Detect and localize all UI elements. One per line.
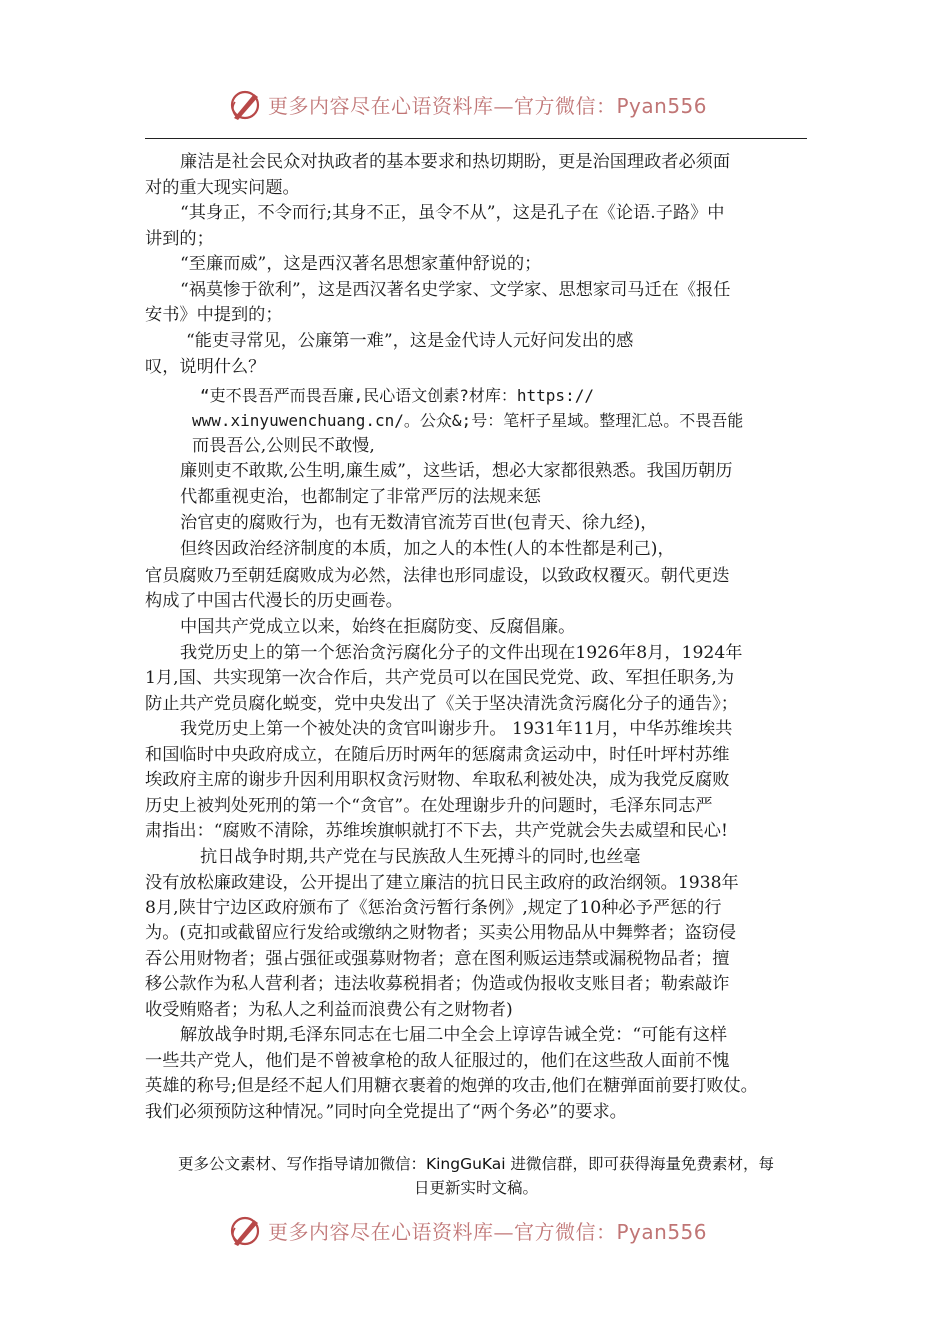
banner-account: Pyan556: [616, 1220, 708, 1244]
text-line: 历史上被判处死刑的第一个“贪官”。在处理谢步升的问题时，毛泽东同志严: [145, 796, 713, 816]
text-line: “吏不畏吾严而畏吾廉,民心语文创素?材库：https://: [200, 386, 594, 405]
footer-promo-line1: 更多公文素材、写作指导请加微信：KingGuKai 进微信群，即可获得海量免费素材，每: [177, 1155, 775, 1173]
text-line: 构成了中国古代漫长的历史画卷。: [145, 591, 403, 611]
footer-promo-line2: 日更新实时文稿。: [413, 1179, 538, 1197]
text-line: 但终因政治经济制度的本质，加之人的本性(人的本性都是利己)，: [180, 539, 675, 559]
banner-account: Pyan556: [616, 94, 708, 118]
text-line: 我党历史上的第一个惩治贪污腐化分子的文件出现在1926年8月，1924年: [180, 643, 743, 663]
text-line: 移公款作为私人营利者；违法收募税捐者；伪造或伪报收支账目者；勒索敲诈: [145, 974, 730, 994]
text-line: 而畏吾公,公则民不敢慢,: [192, 436, 375, 456]
text-line: 埃政府主席的谢步升因利用职权贪污财物、牟取私利被处决，成为我党反腐败: [145, 770, 730, 790]
text-line: 代都重视吏治，也都制定了非常严厉的法规来惩: [180, 487, 541, 507]
text-line: 廉则吏不敢欺,公生明,廉生威”，这些话，想必大家都很熟悉。我国历朝历: [180, 461, 733, 481]
text-line: 安书》中提到的；: [145, 305, 283, 325]
text-line: 我党历史上第一个被处决的贪官叫谢步升。 1931年11月，中华苏维埃共: [180, 719, 733, 739]
text-line: 抗日战争时期,共产党在与民族敌人生死搏斗的同时,也丝毫: [200, 847, 641, 867]
footer-banner: [0, 1210, 950, 1250]
text-line: 和国临时中央政府成立，在随后历时两年的惩腐肃贪运动中，时任叶坪村苏维: [145, 745, 730, 765]
text-line: 中国共产党成立以来，始终在拒腐防变、反腐倡廉。: [180, 617, 576, 637]
text-line: 肃指出：“腐败不清除，苏维埃旗帜就打不下去，共产党就会失去威望和民心!: [145, 821, 728, 841]
banner-text: 更多内容尽在心语资料库—官方微信：Pyan556: [268, 1220, 708, 1244]
text-line: 为。(克扣或截留应行发给或缴纳之财物者；买卖公用物品从中舞弊者；盗窃侵: [145, 923, 737, 943]
text-line: 1月,国、共实现第一次合作后，共产党员可以在国民党党、政、军担任职务,为: [145, 668, 735, 688]
pen-logo-icon: [228, 1212, 264, 1248]
header-banner: [0, 84, 950, 124]
text-line: 叹，说明什么？: [145, 357, 266, 377]
text-line: 廉洁是社会民众对执政者的基本要求和热切期盼，更是治国理政者必须面: [180, 152, 731, 172]
text-line: 治官吏的腐败行为，也有无数清官流芳百世(包青天、徐九经)，: [180, 513, 658, 533]
text-line: www.xinyuwenchuang.cn/。公众&;号：笔杆子星域。整理汇总。不畏吾能: [192, 411, 744, 430]
text-line: 我们必须预防这种情况。”同时向全党提出了“两个务必”的要求。: [145, 1102, 627, 1122]
text-line: 防止共产党员腐化蜕变，党中央发出了《关于坚决清洗贪污腐化分子的通告》；: [145, 694, 738, 714]
text-line: 对的重大现实问题。: [145, 178, 300, 198]
text-line: 讲到的；: [145, 229, 214, 249]
text-line: “其身正，不令而行;其身不正，虽令不从”，这是孔子在《论语.子路》中: [180, 203, 725, 223]
text-line: 没有放松廉政建设，公开提出了建立廉洁的抗日民主政府的政治纲领。1938年: [145, 873, 739, 893]
text-line: 官员腐败乃至朝廷腐败成为必然，法律也形同虚设，以致政权覆灭。朝代更迭: [145, 566, 730, 586]
text-line: “至廉而威”，这是西汉著名思想家董仲舒说的；: [180, 254, 542, 274]
text-line: 吞公用财物者；强占强征或强募财物者；意在图利贩运违禁或漏税物品者；擅: [145, 949, 730, 969]
text-line: 一些共产党人，他们是不曾被拿枪的敌人征服过的，他们在这些敌人面前不愧: [145, 1051, 730, 1071]
text-line: 收受贿赂者；为私人之利益而浪费公有之财物者): [145, 1000, 513, 1020]
text-line: 8月,陕甘宁边区政府颁布了《惩治贪污暂行条例》,规定了10种必予严惩的行: [145, 898, 722, 918]
banner-text: 更多内容尽在心语资料库—官方微信：Pyan556: [268, 94, 708, 118]
text-line: 解放战争时期,毛泽东同志在七届二中全会上谆谆告诫全党：“可能有这样: [180, 1025, 728, 1045]
text-line: “能吏寻常见，公廉第一难”，这是金代诗人元好问发出的感: [186, 331, 634, 351]
header-divider: [145, 138, 807, 139]
pen-logo-icon: [228, 86, 264, 122]
text-line: 英雄的称号;但是经不起人们用糖衣裹着的炮弹的攻击,他们在糖弹面前要打败仗。: [145, 1076, 758, 1096]
text-line: “祸莫惨于欲利”，这是西汉著名史学家、文学家、思想家司马迁在《报任: [180, 280, 731, 300]
